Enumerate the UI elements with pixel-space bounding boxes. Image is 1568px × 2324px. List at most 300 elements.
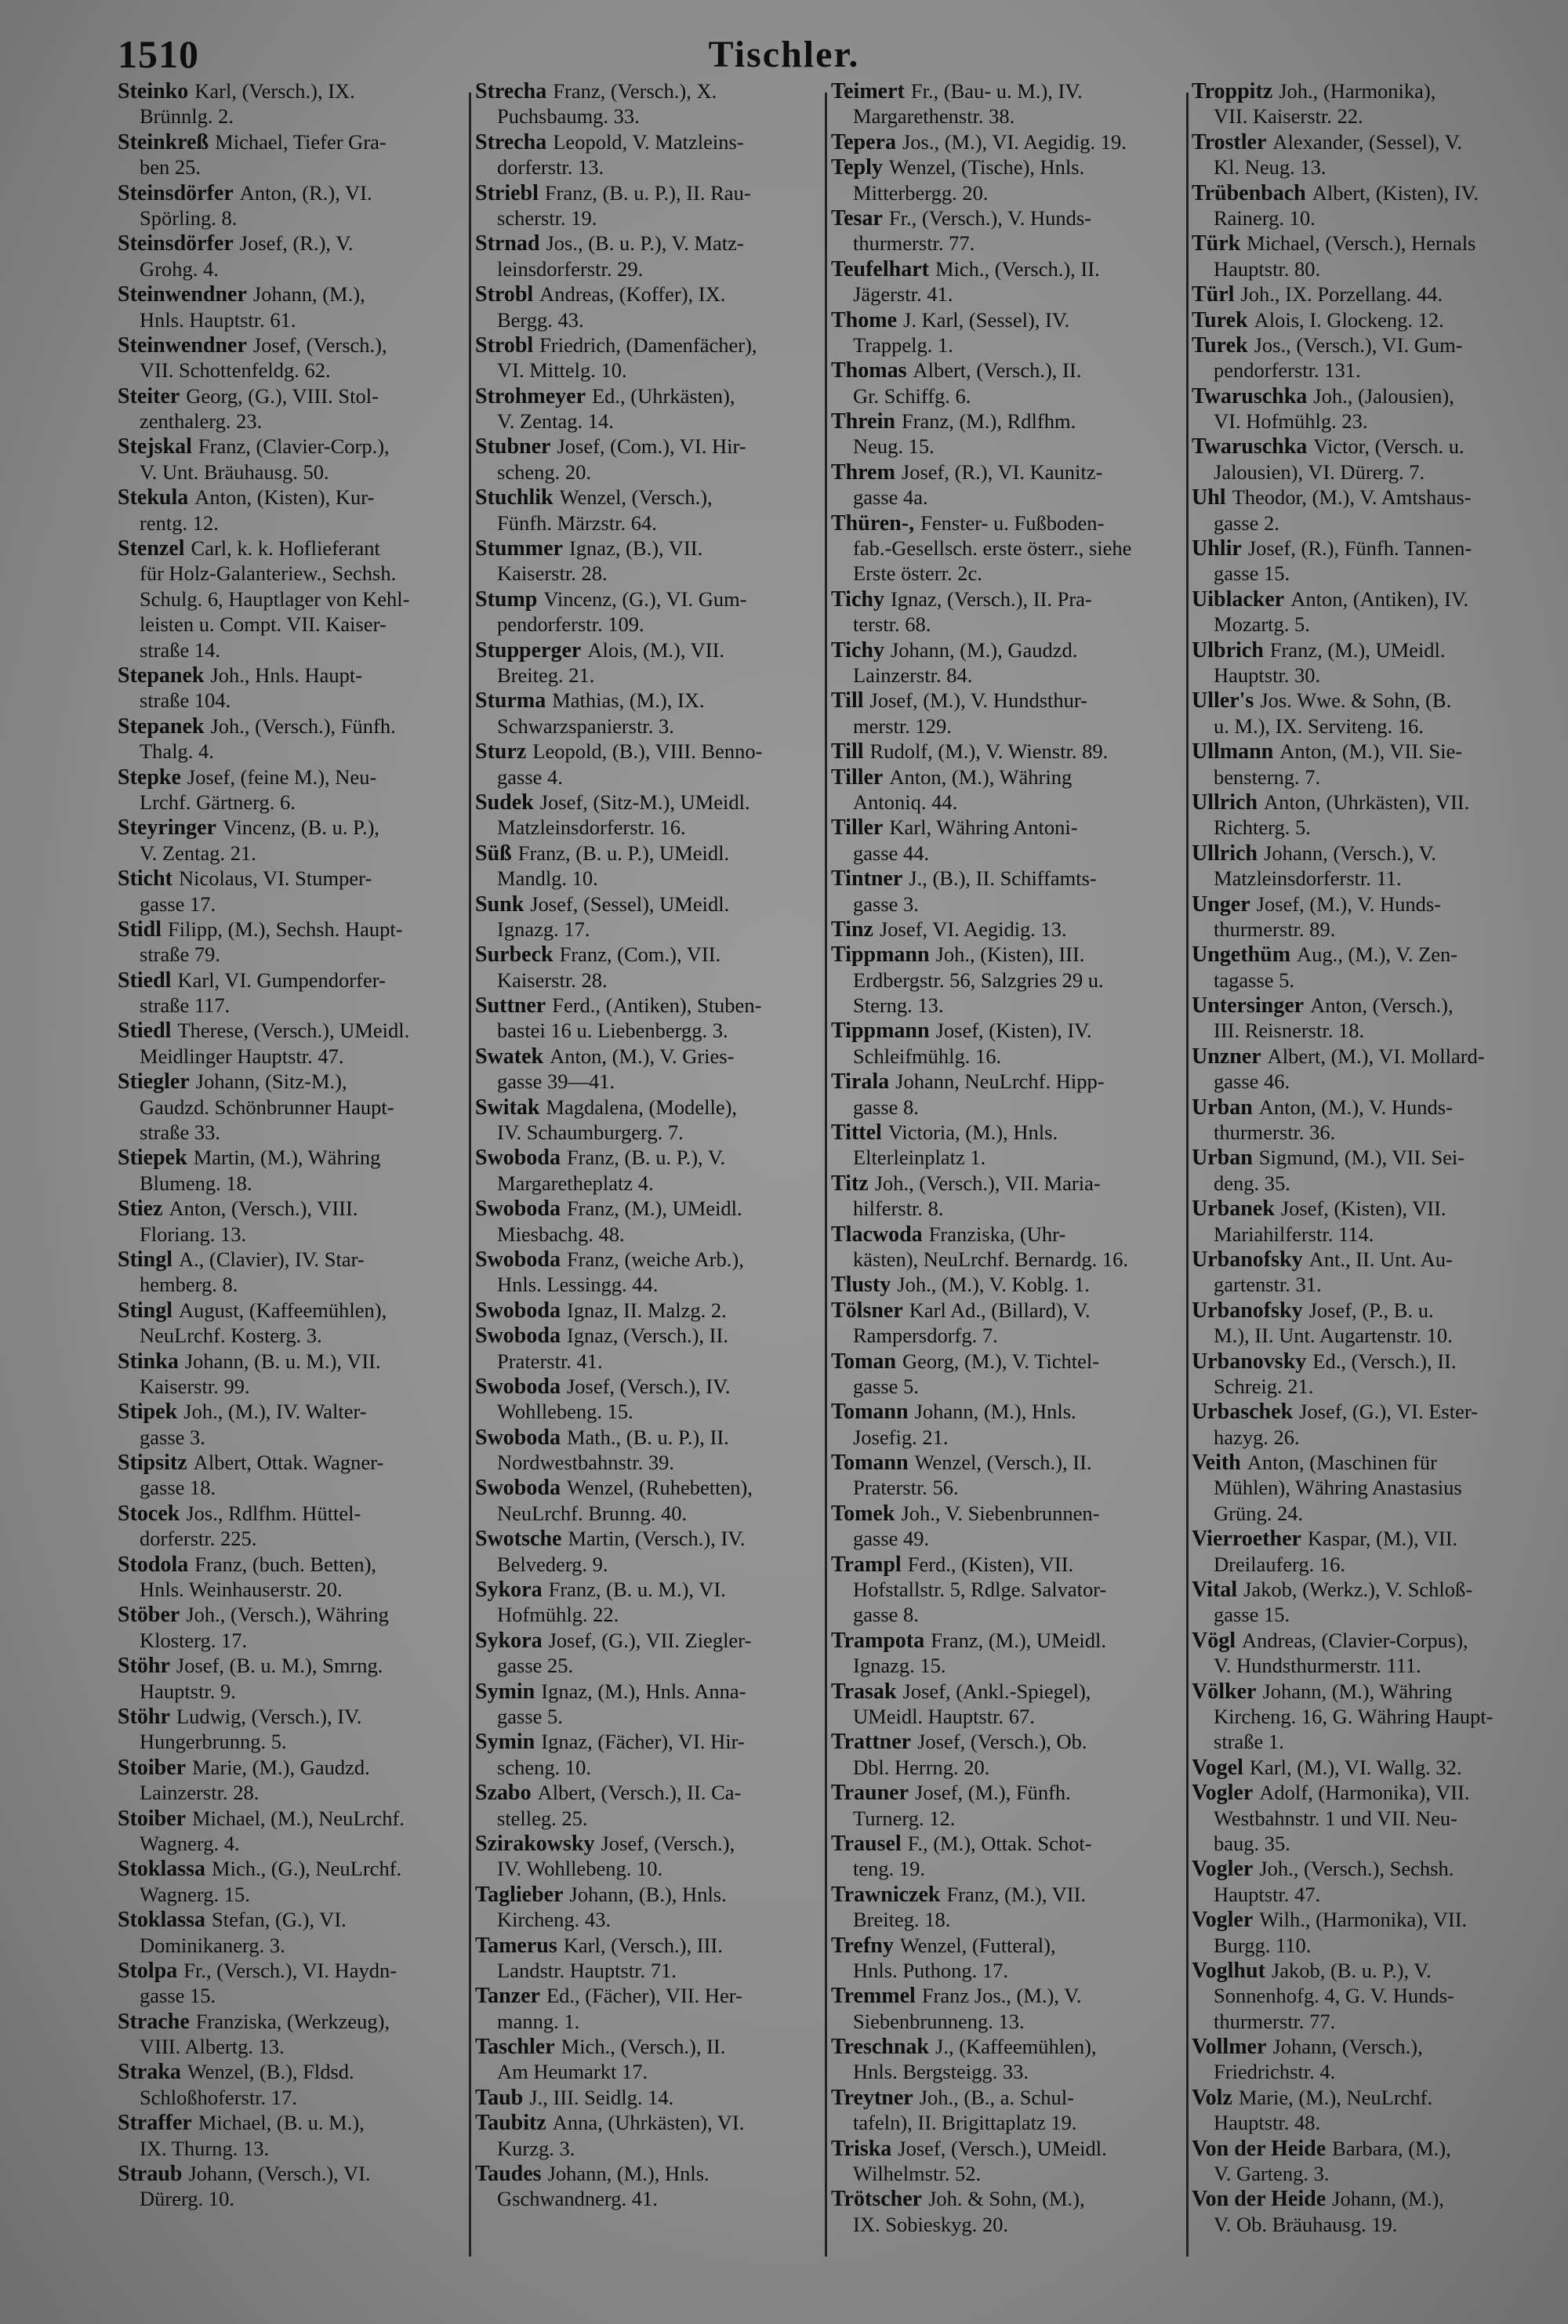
- entry-line: [1192, 1349, 1541, 1374]
- entry-name: Tirala: [831, 1069, 890, 1095]
- entry-text: Alexander, (Sessel), V.: [1272, 129, 1462, 154]
- entry-line: [831, 1602, 1180, 1627]
- directory-entry: [831, 764, 1180, 815]
- entry-text: Mitterbergg. 20.: [853, 180, 989, 205]
- entry-line: [475, 154, 824, 180]
- entry-text: Ignaz, II. Malzg. 2.: [566, 1298, 727, 1322]
- entry-name: Sykora: [475, 1578, 543, 1603]
- entry-line: [475, 2110, 824, 2135]
- directory-entry: [1192, 688, 1541, 739]
- entry-text: Anton, (Antiken), IV.: [1290, 586, 1469, 611]
- entry-text: Antoniq. 44.: [853, 790, 958, 814]
- entry-line: [475, 637, 824, 663]
- entry-text: hazyg. 26.: [1214, 1425, 1300, 1449]
- column-divider: [469, 93, 471, 2257]
- entry-text: gartenstr. 31.: [1214, 1273, 1322, 1297]
- entry-line: [118, 917, 466, 942]
- entry-line: [1192, 1526, 1541, 1551]
- entry-line: [118, 1349, 466, 1374]
- entry-text: Ed., (Versch.), II.: [1312, 1349, 1457, 1373]
- entry-name: Trostler: [1192, 129, 1267, 154]
- entry-line: [831, 2085, 1180, 2110]
- entry-line: [118, 459, 466, 485]
- entry-name: Vital: [1192, 1578, 1238, 1603]
- entry-line: [475, 968, 824, 993]
- entry-line: [475, 1577, 824, 1602]
- entry-text: Fr., (Bau- u. M.), IV.: [910, 79, 1083, 103]
- entry-text: Am Heumarkt 17.: [497, 2060, 648, 2084]
- directory-entry: [475, 993, 824, 1044]
- directory-entry: [118, 180, 466, 231]
- entry-text: Ant., II. Unt. Au-: [1308, 1247, 1453, 1271]
- entry-line: [1192, 78, 1541, 103]
- entry-text: V. Ob. Bräuhausg. 19.: [1214, 2212, 1398, 2236]
- entry-text: Breiteg. 18.: [853, 1908, 951, 1932]
- entry-name: Trampota: [831, 1628, 925, 1653]
- entry-line: [118, 1882, 466, 1907]
- entry-line: [118, 1171, 466, 1196]
- entry-line: [1192, 103, 1541, 129]
- entry-name: Stoiber: [118, 1806, 187, 1831]
- entry-line: [831, 637, 1180, 663]
- directory-entry: [475, 1933, 824, 1984]
- entry-name: Stolpa: [118, 1958, 178, 1983]
- directory-entry: [1192, 1349, 1541, 1400]
- entry-text: Margarethenstr. 38.: [853, 104, 1015, 129]
- entry-text: Joh., Hnls. Haupt-: [210, 663, 363, 687]
- entry-name: Sunk: [475, 891, 524, 917]
- entry-line: [118, 154, 466, 180]
- entry-line: [118, 1526, 466, 1551]
- entry-line: [118, 1983, 466, 2008]
- entry-text: bensterng. 7.: [1214, 764, 1321, 789]
- entry-name: Trausel: [831, 1831, 902, 1856]
- directory-entry: [475, 1831, 824, 1882]
- entry-line: [1192, 1222, 1541, 1247]
- entry-text: Joh., (Versch.), VII. Maria-: [874, 1171, 1101, 1195]
- entry-line: [831, 434, 1180, 459]
- entry-line: [118, 1323, 466, 1348]
- entry-name: Stoiber: [118, 1755, 187, 1780]
- entry-text: Karl Ad., (Billard), V.: [909, 1298, 1091, 1322]
- directory-entry: [118, 764, 466, 815]
- entry-line: [475, 2034, 824, 2059]
- entry-line: [1192, 180, 1541, 205]
- directory-entry: [475, 1526, 824, 1577]
- entry-line: [475, 790, 824, 815]
- entry-line: [1192, 1780, 1541, 1805]
- entry-name: Unzner: [1192, 1044, 1261, 1069]
- entry-text: Theodor, (M.), V. Amtshaus-: [1232, 485, 1472, 510]
- entry-line: [118, 1095, 466, 1120]
- entry-text: Magdalena, (Modelle),: [546, 1095, 738, 1119]
- entry-text: Josef, (G.), VII. Ziegler-: [548, 1628, 752, 1652]
- entry-name: Tölsner: [831, 1298, 903, 1323]
- entry-line: [475, 1272, 824, 1297]
- entry-line: [475, 510, 824, 536]
- entry-text: Michael, Tiefer Gra-: [215, 129, 387, 154]
- entry-text: Jos., (B. u. P.), V. Matz-: [546, 231, 744, 256]
- directory-entry: [118, 1298, 466, 1349]
- directory-entry: [1192, 1755, 1541, 1780]
- directory-entry: [1192, 383, 1541, 434]
- entry-name: Urbanek: [1192, 1196, 1275, 1222]
- entry-text: pendorferstr. 109.: [497, 612, 644, 637]
- directory-entry: [831, 1628, 1180, 1679]
- entry-line: [475, 815, 824, 840]
- entry-text: Wohllebeng. 15.: [497, 1400, 633, 1424]
- entry-text: Hofstallstr. 5, Rdlge. Salvator-: [853, 1578, 1107, 1602]
- entry-line: [118, 1806, 466, 1831]
- entry-name: Toman: [831, 1349, 897, 1374]
- entry-text: gasse 25.: [497, 1654, 574, 1678]
- entry-text: straße 33.: [140, 1120, 221, 1145]
- entry-text: Albert, (Versch.), II.: [913, 358, 1082, 383]
- entry-line: [118, 205, 466, 231]
- entry-text: V. Hundsthurmerstr. 111.: [1214, 1654, 1421, 1678]
- entry-line: [1192, 739, 1541, 764]
- entry-name: Tanzer: [475, 1984, 540, 2009]
- entry-line: [1192, 1831, 1541, 1856]
- entry-line: [118, 1679, 466, 1704]
- directory-entry: [1192, 332, 1541, 383]
- entry-name: Tamerus: [475, 1933, 557, 1958]
- entry-text: Josef, (B. u. M.), Smrng.: [176, 1654, 383, 1678]
- entry-name: Sykora: [475, 1628, 543, 1653]
- directory-entry: [475, 1983, 824, 2034]
- directory-entry: [118, 332, 466, 383]
- entry-name: Treschnak: [831, 2035, 929, 2060]
- column-divider: [825, 93, 827, 2257]
- entry-name: Till: [831, 688, 864, 714]
- directory-entry: [1192, 78, 1541, 129]
- entry-line: [118, 1831, 466, 1856]
- entry-name: Stiedl: [118, 968, 172, 993]
- entry-text: leinsdorferstr. 29.: [497, 256, 644, 281]
- entry-text: V. Unt. Bräuhausg. 50.: [140, 459, 329, 484]
- entry-line: [118, 637, 466, 663]
- directory-entry: [475, 332, 824, 383]
- entry-text: Anton, (M.), V. Hunds-: [1258, 1095, 1453, 1119]
- directory-entry: [475, 1145, 824, 1196]
- directory-entry: [475, 1425, 824, 1476]
- directory-entry: [831, 1069, 1180, 1120]
- directory-entry: [831, 459, 1180, 510]
- entry-line: [831, 663, 1180, 688]
- entry-text: Nordwestbahnstr. 39.: [497, 1451, 674, 1475]
- entry-text: Josef, (Versch.), IV.: [566, 1374, 731, 1398]
- entry-text: gasse 8.: [853, 1603, 919, 1627]
- entry-text: Kurzg. 3.: [497, 2136, 575, 2160]
- entry-line: [1192, 1755, 1541, 1780]
- entry-line: [1192, 815, 1541, 840]
- entry-line: [475, 1958, 824, 1983]
- entry-line: [1192, 485, 1541, 510]
- entry-line: [118, 1399, 466, 1424]
- entry-line: [475, 993, 824, 1018]
- entry-text: Stefan, (G.), VI.: [212, 1908, 347, 1932]
- entry-text: NeuLrchf. Brunng. 40.: [497, 1501, 688, 1525]
- entry-line: [118, 1450, 466, 1475]
- entry-line: [831, 1933, 1180, 1958]
- entry-line: [118, 281, 466, 307]
- entry-text: Franz, (M.), Rdlfhm.: [901, 409, 1076, 434]
- entry-line: [1192, 459, 1541, 485]
- entry-line: [1192, 1145, 1541, 1170]
- directory-entry: [118, 536, 466, 663]
- directory-entry: [1192, 1399, 1541, 1450]
- entry-line: [831, 1831, 1180, 1856]
- entry-text: manng. 1.: [497, 2009, 580, 2033]
- entry-text: Franz, (M.), VII.: [946, 1882, 1087, 1906]
- directory-entry: [831, 1933, 1180, 1984]
- entry-text: gasse 5.: [853, 1374, 919, 1398]
- entry-line: [1192, 1602, 1541, 1627]
- entry-line: [1192, 764, 1541, 790]
- entry-text: Kaiserstr. 28.: [497, 968, 608, 992]
- entry-text: Hnls. Bergsteigg. 33.: [853, 2060, 1029, 2084]
- entry-text: Ignaz, (M.), Hnls. Anna-: [541, 1679, 746, 1703]
- entry-line: [475, 1526, 824, 1551]
- entry-text: VII. Kaiserstr. 22.: [1214, 104, 1363, 129]
- entry-name: Stenzel: [118, 536, 185, 561]
- entry-line: [831, 2009, 1180, 2034]
- entry-name: Taub: [475, 2085, 524, 2110]
- entry-line: [475, 2059, 824, 2084]
- directory-entry: [831, 739, 1180, 764]
- entry-text: Jägerstr. 41.: [853, 282, 953, 307]
- entry-text: Ed., (Uhrkästen),: [592, 383, 735, 408]
- entry-name: Teimert: [831, 79, 905, 103]
- entry-text: Vincenz, (G.), VI. Gum-: [543, 586, 747, 611]
- directory-entry: [118, 968, 466, 1019]
- entry-text: thurmerstr. 77.: [1214, 2009, 1336, 2033]
- entry-text: Belvederg. 9.: [497, 1552, 608, 1576]
- directory-entry: [118, 1349, 466, 1400]
- entry-text: thurmerstr. 89.: [1214, 917, 1336, 941]
- entry-text: rentg. 12.: [140, 510, 219, 535]
- entry-text: Blumeng. 18.: [140, 1171, 252, 1195]
- directory-entry: [475, 1247, 824, 1298]
- entry-text: Martin, (Versch.), IV.: [568, 1527, 746, 1551]
- entry-text: Franz, (B. u. P.), V.: [566, 1146, 726, 1170]
- entry-text: Josef, (M.), V. Hunds-: [1256, 891, 1441, 916]
- entry-line: [1192, 1729, 1541, 1754]
- entry-text: Nicolaus, VI. Stumper-: [179, 866, 372, 891]
- entry-line: [475, 1247, 824, 1272]
- entry-text: Dreilauferg. 16.: [1214, 1552, 1346, 1576]
- entry-text: Anna, (Uhrkästen), VI.: [552, 2111, 745, 2135]
- directory-entry: [475, 2110, 824, 2161]
- entry-line: [831, 536, 1180, 561]
- entry-line: [1192, 1120, 1541, 1145]
- entry-line: [118, 510, 466, 536]
- entry-line: [831, 1983, 1180, 2008]
- entry-name: Troppitz: [1192, 79, 1273, 103]
- entry-line: [118, 790, 466, 815]
- entry-line: [118, 78, 466, 103]
- entry-line: [475, 307, 824, 332]
- entry-text: terstr. 68.: [853, 612, 931, 637]
- directory-entry: [475, 231, 824, 281]
- entry-line: [831, 942, 1180, 967]
- entry-line: [1192, 968, 1541, 993]
- entry-line: [1192, 2085, 1541, 2110]
- directory-entry: [118, 866, 466, 917]
- entry-text: Anton, (M.), VII. Sie-: [1279, 739, 1463, 764]
- entry-text: Sigmund, (M.), VII. Sei-: [1258, 1146, 1465, 1170]
- entry-line: [475, 205, 824, 231]
- entry-line: [118, 231, 466, 256]
- entry-text: Josef, (Kisten), VII.: [1280, 1196, 1446, 1221]
- entry-name: Stuchlik: [475, 485, 554, 510]
- entry-line: [118, 815, 466, 840]
- entry-text: NeuLrchf. Kosterg. 3.: [140, 1324, 322, 1348]
- entry-line: [1192, 129, 1541, 154]
- entry-name: Thome: [831, 307, 897, 332]
- entry-name: Stiegler: [118, 1069, 190, 1095]
- entry-line: [1192, 1679, 1541, 1704]
- entry-text: scherstr. 19.: [497, 205, 597, 230]
- entry-name: Straka: [118, 2060, 181, 2085]
- entry-name: Ungethüm: [1192, 942, 1291, 968]
- entry-line: [475, 1425, 824, 1450]
- entry-text: Schleifmühlg. 16.: [853, 1044, 1002, 1068]
- entry-text: Jakob, (B. u. P.), V.: [1271, 1958, 1432, 1982]
- entry-line: [118, 1653, 466, 1678]
- entry-name: Unger: [1192, 891, 1250, 917]
- entry-text: Matzleinsdorferstr. 11.: [1214, 866, 1402, 891]
- entry-name: Trasak: [831, 1679, 897, 1704]
- entry-line: [1192, 205, 1541, 231]
- directory-entry: [831, 1120, 1180, 1171]
- entry-line: [1192, 536, 1541, 561]
- entry-text: Johann, (M.), Hnls.: [914, 1400, 1076, 1424]
- entry-name: Swoboda: [475, 1146, 561, 1171]
- directory-entry: [1192, 536, 1541, 586]
- entry-line: [118, 739, 466, 764]
- entry-line: [475, 1983, 824, 2008]
- entry-line: [118, 2059, 466, 2084]
- directory-entry: [118, 281, 466, 332]
- entry-line: [475, 612, 824, 637]
- entry-text: thurmerstr. 77.: [853, 231, 975, 256]
- entry-line: [118, 942, 466, 967]
- directory-entry: [118, 1602, 466, 1653]
- directory-entry: [475, 1780, 824, 1831]
- entry-text: Therese, (Versch.), UMeidl.: [177, 1019, 410, 1043]
- directory-entry: [1192, 2136, 1541, 2187]
- entry-text: Matzleinsdorferstr. 16.: [497, 815, 686, 840]
- entry-name: Urbanofsky: [1192, 1298, 1303, 1323]
- directory-entry: [475, 536, 824, 586]
- directory-entry: [475, 1298, 824, 1323]
- directory-entry: [1192, 2085, 1541, 2136]
- directory-entry: [118, 815, 466, 866]
- entry-text: IV. Wohllebeng. 10.: [497, 1857, 663, 1881]
- entry-text: Mühlen), Währing Anastasius: [1214, 1476, 1462, 1500]
- entry-text: Miesbachg. 48.: [497, 1222, 625, 1246]
- entry-text: Joh., IX. Porzellang. 44.: [1240, 282, 1443, 307]
- entry-name: Urbanovsky: [1192, 1349, 1307, 1374]
- entry-text: Burgg. 110.: [1214, 1933, 1312, 1957]
- entry-line: [118, 536, 466, 561]
- entry-line: [475, 1602, 824, 1627]
- entry-name: Trötscher: [831, 2187, 923, 2212]
- directory-entry: [1192, 231, 1541, 281]
- entry-line: [1192, 1196, 1541, 1221]
- entry-line: [1192, 154, 1541, 180]
- entry-text: gasse 15.: [140, 1984, 216, 2008]
- entry-line: [118, 103, 466, 129]
- entry-text: Vincenz, (B. u. P.),: [222, 815, 380, 840]
- entry-name: Sticht: [118, 866, 172, 891]
- entry-text: Kaiserstr. 28.: [497, 561, 608, 586]
- entry-line: [118, 1552, 466, 1577]
- entry-name: Stipsitz: [118, 1451, 187, 1476]
- directory-entry: [831, 1983, 1180, 2034]
- entry-line: [118, 1577, 466, 1602]
- entry-line: [1192, 1450, 1541, 1475]
- entry-line: [831, 1475, 1180, 1500]
- entry-text: Johann, (Sitz-M.),: [195, 1069, 347, 1094]
- entry-line: [475, 942, 824, 967]
- directory-entry: [1192, 434, 1541, 485]
- directory-entry: [1192, 129, 1541, 180]
- entry-text: Dürerg. 10.: [140, 2187, 234, 2211]
- directory-entry: [475, 434, 824, 485]
- entry-line: [831, 231, 1180, 256]
- directory-entry: [118, 1806, 466, 1857]
- directory-entry: [475, 2034, 824, 2085]
- directory-entry: [831, 637, 1180, 688]
- entry-text: Jos. Wwe. & Sohn, (B.: [1260, 688, 1452, 713]
- entry-text: Victor, (Versch. u.: [1313, 434, 1465, 459]
- entry-name: Swotsche: [475, 1527, 562, 1552]
- entry-name: Taubitz: [475, 2111, 546, 2136]
- entry-text: Rampersdorfg. 7.: [853, 1324, 998, 1348]
- entry-name: Uiblacker: [1192, 586, 1285, 612]
- entry-line: [1192, 1983, 1541, 2008]
- entry-text: Andreas, (Clavier-Corpus),: [1242, 1628, 1468, 1652]
- entry-line: [831, 1882, 1180, 1907]
- entry-name: Titz: [831, 1171, 869, 1196]
- directory-entry: [475, 1044, 824, 1095]
- entry-line: [118, 688, 466, 713]
- directory-entry: [1192, 1145, 1541, 1196]
- entry-line: [831, 1095, 1180, 1120]
- entry-line: [831, 993, 1180, 1018]
- directory-entry: [831, 78, 1180, 129]
- entry-text: Gschwandnerg. 41.: [497, 2187, 658, 2211]
- entry-text: gasse 15.: [1214, 561, 1290, 586]
- entry-line: [1192, 1501, 1541, 1526]
- directory-entry: [831, 154, 1180, 205]
- entry-line: [475, 1196, 824, 1221]
- entry-line: [1192, 714, 1541, 739]
- entry-name: Swoboda: [475, 1324, 561, 1349]
- entry-name: Threin: [831, 409, 895, 434]
- entry-text: Wenzel, (B.), Fldsd.: [187, 2060, 354, 2084]
- entry-line: [475, 1323, 824, 1348]
- entry-text: Sterng. 13.: [853, 993, 944, 1018]
- entry-line: [831, 1729, 1180, 1754]
- entry-line: [475, 1095, 824, 1120]
- entry-text: Kircheng. 16, G. Währing Haupt-: [1214, 1705, 1494, 1728]
- entry-text: J. Karl, (Sessel), IV.: [903, 307, 1070, 332]
- directory-entry: [475, 281, 824, 332]
- entry-text: Adolf, (Harmonika), VII.: [1259, 1781, 1470, 1805]
